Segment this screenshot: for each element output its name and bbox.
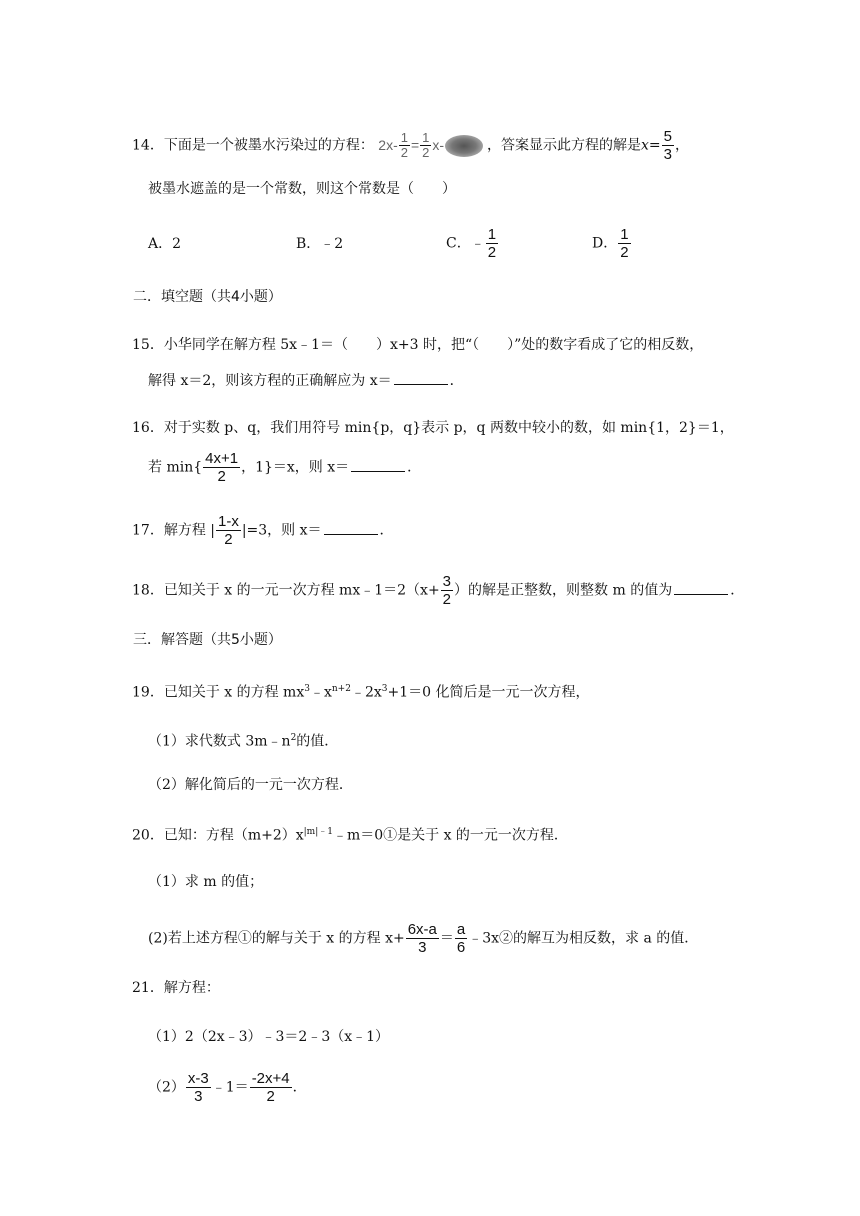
question-19: 19．已知关于 x 的方程 $mx^3﹣x^{n+2}﹣2x^3+1=0$ 化简后是一元一次方程， [132,684,590,701]
fraction: $\frac{x-3}{3}$ [187,1070,209,1105]
fraction: $\frac{4x+1}{2}$ [205,450,239,485]
question-16-line2: 若 min{ $\frac{4x+1}{2}$ ，1}＝x，则 x＝ ． [148,450,422,485]
fraction: $\frac{1}{2}$ [620,226,629,261]
question-20-part2: (2)若上述方程①的解与关于 x 的方程 x+ $\frac{6x-a}{3}$ ＝ $\frac{a}{6}$ ﹣3x②的解互为相反数，求 a 的值． [148,921,699,956]
answer-blank [324,520,378,535]
question-14-line2: 被墨水遮盖的是一个常数，则这个常数是（ ） [148,181,456,197]
question-19-part2: （2）解化简后的一元一次方程． [148,777,353,793]
fraction: $\frac{-2x+4}{2}$ [251,1070,290,1105]
question-20: 20．已知：方程$(m+2)x^{|m|﹣1}﹣m=0①$是关于 x 的一元一次方程． [132,827,568,844]
question-21-part1: （1）2（2x﹣3）﹣3＝2﹣3（x﹣1） [148,1029,390,1045]
answer-blank [394,370,448,385]
question-19-part1: （1）求代数式 $3m﹣n^2$的值． [148,733,339,750]
option-c: C．﹣ $\frac{1}{2}$ [446,226,497,261]
question-14: 14．下面是一个被墨水污染过的方程： 2x- $\frac{1}{2}$ = $\frac{1}{2}$ x- ，答案显示此方程的解是x= $\frac{5}{3}$ ， [132,128,689,163]
question-21: 21．解方程： [132,980,220,996]
option-a: A．2 [148,236,182,252]
fraction: $\frac{1-x}{2}$ [217,513,239,548]
fraction: $\frac{1}{2}$ [422,130,430,161]
question-15: 15．小华同学在解方程 5x﹣1＝（ ）x+3 时，把“（ ）”处的数字看成了它的相反数， [132,337,704,353]
ink-blot [445,135,483,157]
fraction: $\frac{6x-a}{3}$ [407,921,437,956]
question-20-part1: （1）求 m 的值； [148,874,264,890]
fraction: $\frac{3}{2}$ [442,573,452,608]
fraction: $\frac{1}{2}$ [400,130,408,161]
question-number: 14． [132,137,164,154]
fraction: $\frac{5}{3}$ [663,128,672,163]
section-heading-fill-blank: 二．填空题（共4小题） [133,289,282,305]
question-15-line2: 解得 x＝2，则该方程的正确解应为 x＝ ． [0,370,860,391]
smudged-equation: 2x- $\frac{1}{2}$ = $\frac{1}{2}$ x- [378,137,487,153]
option-d: D． $\frac{1}{2}$ [592,226,629,261]
question-text: 下面是一个被墨水污染过的方程： [163,137,374,154]
question-18: 18．已知关于 x 的一元一次方程 mx﹣1＝2（x+ $\frac{3}{2}$ ）的解是正整数，则整数 m 的值为 ． [132,573,745,608]
fraction: $\frac{1}{2}$ [487,226,497,261]
answer-blank [674,580,728,595]
fraction: $\frac{a}{6}$ [456,921,466,956]
question-16: 16．对于实数 p、q，我们用符号 min{p，q}表示 p，q 两数中较小的数，如 min{1，2}＝1， [132,420,734,436]
section-heading-solve: 三．解答题（共5小题） [133,632,282,648]
question-21-part2: （2） $\frac{x-3}{3}$ ﹣1＝ $\frac{-2x+4}{2}$ ． [148,1070,307,1105]
option-b: B．﹣2 [296,236,344,252]
question-17: 17．解方程 | $\frac{1-x}{2}$ |=3，则 x＝ ． [132,513,394,548]
answer-blank [351,457,405,472]
